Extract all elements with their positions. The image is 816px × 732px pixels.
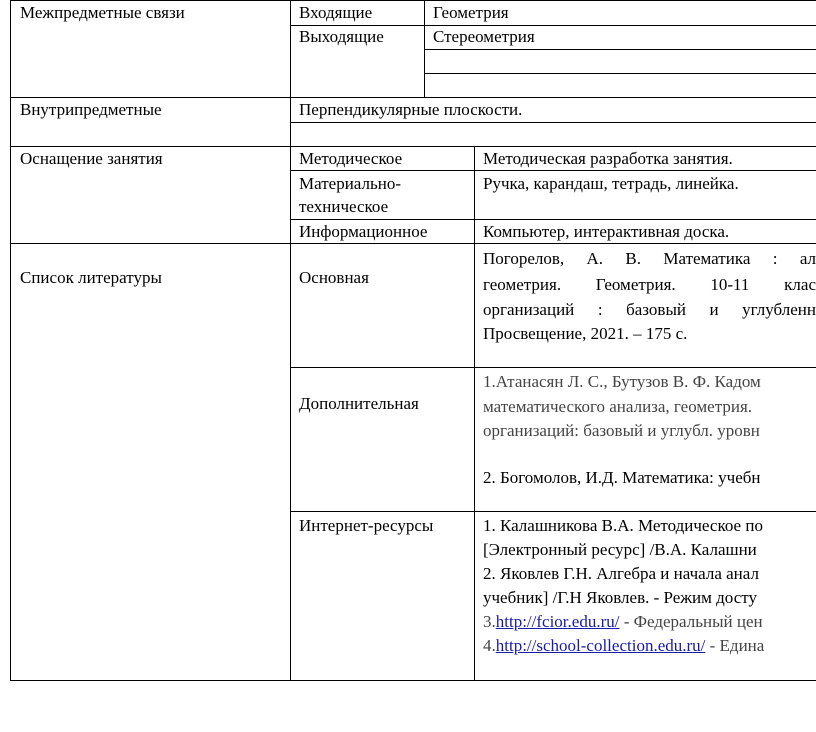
column-divider (290, 0, 291, 681)
main-literature-label: Основная (299, 268, 369, 287)
link-number: 4. (483, 636, 496, 655)
row-divider (290, 367, 816, 368)
extra-literature-item2: 2. Богомолов, И.Д. Математика: учебн (483, 468, 761, 487)
column-divider (424, 0, 425, 98)
methodical-label: Методическое (299, 149, 403, 168)
row-divider (424, 49, 816, 50)
intersubject-label: Межпредметные связи (20, 3, 185, 22)
outgoing-label: Выходящие (299, 27, 384, 46)
column-divider (474, 146, 475, 681)
main-literature-line: геометрия. Геометрия. 10-11 клас (483, 275, 816, 294)
link-description: - Едина (705, 636, 765, 655)
intrasubject-label: Внутрипредметные (20, 100, 162, 119)
literature-label: Список литературы (20, 268, 162, 287)
internet-resources-label: Интернет-ресурсы (299, 516, 434, 535)
material-label-line2: техническое (299, 197, 389, 216)
link-number: 3. (483, 612, 496, 631)
material-value: Ручка, карандаш, тетрадь, линейка. (483, 174, 739, 193)
methodical-value: Методическая разработка занятия. (483, 149, 733, 168)
intrasubject-value: Перпендикулярные плоскости. (299, 100, 523, 119)
main-literature-line: Погорелов, А. В. Математика : ал (483, 249, 816, 268)
incoming-value: Геометрия (433, 3, 509, 22)
row-divider (290, 122, 816, 123)
internet-resource-line: 2. Яковлев Г.Н. Алгебра и начала анал (483, 564, 759, 583)
equipment-label: Оснащение занятия (20, 149, 163, 168)
extra-literature-line: организаций: базовый и углубл. уровн (483, 421, 760, 440)
row-divider (424, 73, 816, 74)
internet-resource-line: 1. Калашникова В.А. Методическое по (483, 516, 763, 535)
row-divider (290, 511, 816, 512)
info-label: Информационное (299, 222, 428, 241)
extra-literature-line: 1.Атанасян Л. С., Бутузов В. Ф. Кадом (483, 372, 761, 391)
main-literature-line: организаций : базовый и углубленн (483, 300, 816, 319)
extra-literature-line: математического анализа, геометрия. (483, 397, 753, 416)
internet-resource-link-row (483, 610, 763, 634)
outgoing-value: Стереометрия (433, 27, 535, 46)
fcior-link[interactable]: http://fcior.edu.ru/ (495, 612, 620, 631)
internet-resource-line: учебник] /Г.Н Яковлев. - Режим досту (483, 588, 757, 607)
info-value: Компьютер, интерактивная доска. (483, 222, 730, 241)
internet-resource-link-row (483, 634, 764, 658)
school-collection-link[interactable]: http://school-collection.edu.ru/ (495, 636, 706, 655)
incoming-label: Входящие (299, 3, 373, 22)
main-literature-line: Просвещение, 2021. – 175 с. (483, 324, 688, 343)
extra-literature-label: Дополнительная (299, 394, 419, 413)
table-border-left (10, 0, 11, 681)
internet-resource-line: [Электронный ресурс] /В.А. Калашни (483, 540, 757, 559)
table-border-bottom (10, 680, 816, 681)
link-description: - Федеральный цен (619, 612, 763, 631)
material-label-line1: Материально- (299, 174, 401, 193)
